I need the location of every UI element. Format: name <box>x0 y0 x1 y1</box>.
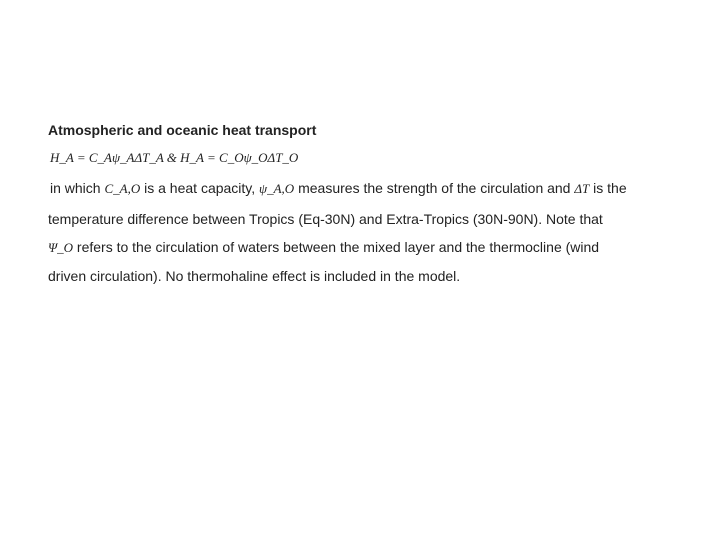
paragraph-line-3 <box>48 239 599 256</box>
text-refers: refers to the circulation of waters between the mixed layer and the thermocline (wind <box>76 239 600 255</box>
paragraph-line-4: driven circulation). No thermohaline effect is included in the model. <box>48 268 461 284</box>
math-psi-ocean: Ψ_O <box>48 240 74 255</box>
text-measures: measures the strength of the circulation and <box>298 180 571 196</box>
section-heading: Atmospheric and oceanic heat transport <box>48 122 317 138</box>
heat-transport-equation: H_A = C_Aψ_AΔT_A & H_A = C_Oψ_OΔT_O <box>50 150 299 165</box>
paragraph-line-2: temperature difference between Tropics (Eq-30N) and Extra-Tropics (30N-90N). Note that <box>48 211 603 227</box>
text-heat-capacity: is a heat capacity, <box>144 180 256 196</box>
text-in-which: in which <box>50 180 101 196</box>
math-psi: ψ_A,O <box>259 181 295 196</box>
math-heat-capacity: C_A,O <box>104 181 141 196</box>
paragraph-line-1 <box>50 180 627 197</box>
math-delta-t: ΔT <box>574 181 590 196</box>
text-is-the: is the <box>593 180 627 196</box>
